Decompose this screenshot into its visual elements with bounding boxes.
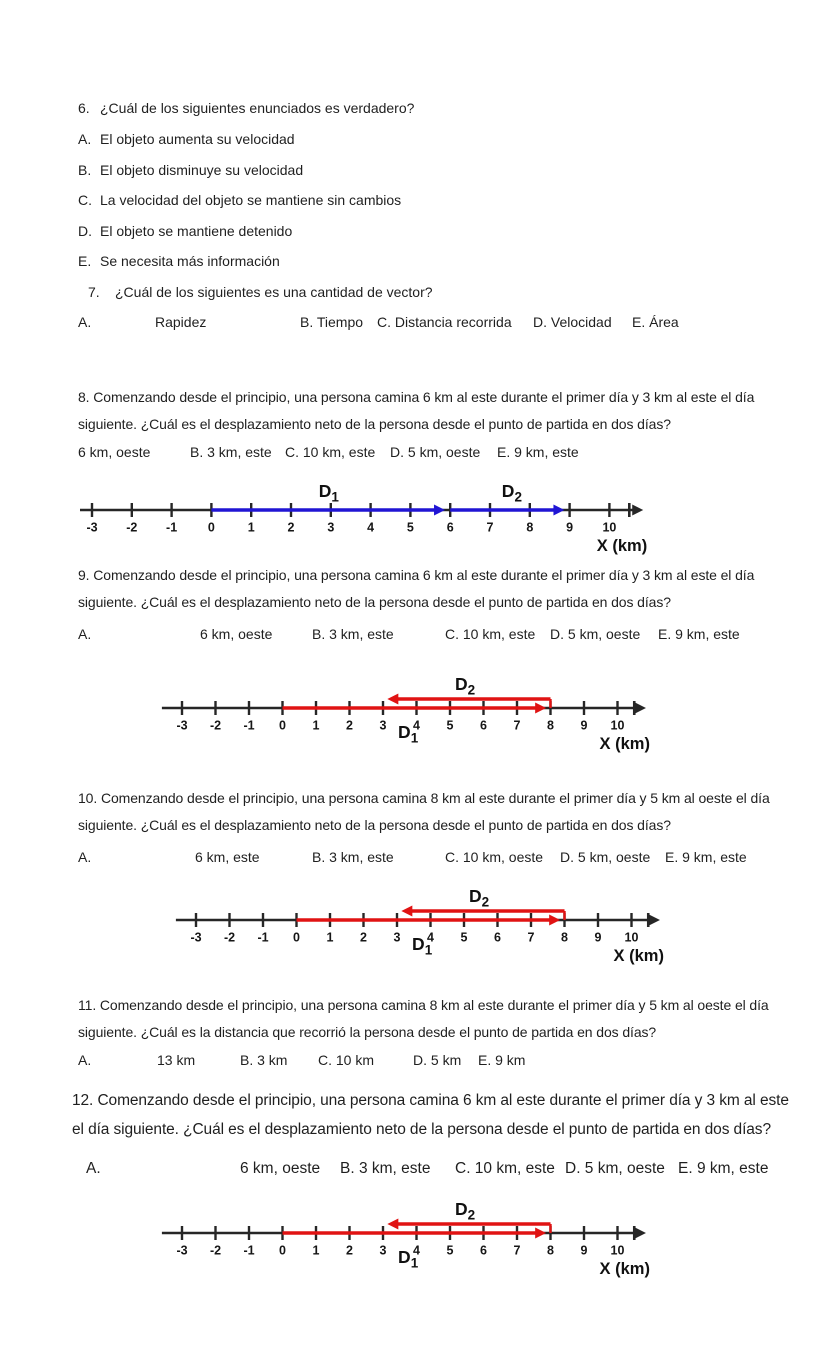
option-b-text: El objeto disminuye su velocidad <box>100 162 304 178</box>
svg-text:-3: -3 <box>86 520 98 535</box>
svg-text:8: 8 <box>547 718 554 733</box>
svg-text:2: 2 <box>287 520 295 535</box>
question-7-number: 7. <box>88 284 100 300</box>
option-a-label: A. <box>78 626 92 642</box>
option-b: B. 3 km, este <box>190 444 272 460</box>
svg-text:2: 2 <box>360 930 367 945</box>
svg-text:7: 7 <box>486 520 494 535</box>
svg-text:3: 3 <box>393 930 401 945</box>
svg-text:2: 2 <box>346 1243 353 1258</box>
option-e-text: Se necesita más información <box>100 253 280 269</box>
option-a-text: 6 km, oeste <box>200 626 273 642</box>
svg-text:5: 5 <box>406 520 414 535</box>
option-e-label: E. <box>78 253 92 269</box>
svg-text:7: 7 <box>513 718 521 733</box>
question-10-options <box>0 849 828 869</box>
svg-text:-3: -3 <box>176 1243 188 1258</box>
question-10-line1: 10. Comenzando desde el principio, una persona camina 8 km al este durante el primer día y 5 km al oeste el día <box>78 790 770 806</box>
svg-text:9: 9 <box>580 718 588 733</box>
svg-text:0: 0 <box>207 520 215 535</box>
svg-text:9: 9 <box>594 930 602 945</box>
svg-text:0: 0 <box>293 930 300 945</box>
question-6-title <box>78 100 414 116</box>
option-d-text: El objeto se mantiene detenido <box>100 223 293 239</box>
svg-text:8: 8 <box>547 1243 554 1258</box>
question-9-line2: siguiente. ¿Cuál es el desplazamiento neto de la persona desde el punto de partida en dos días? <box>78 594 671 610</box>
option-a-text: 13 km <box>157 1052 196 1068</box>
question-11-options <box>0 1052 828 1072</box>
question-10-line2: siguiente. ¿Cuál es el desplazamiento neto de la persona desde el punto de partida en dos días? <box>78 817 671 833</box>
svg-text:-1: -1 <box>166 520 178 535</box>
question-6-option-c <box>78 192 401 208</box>
svg-text:4: 4 <box>413 1243 420 1258</box>
svg-text:6: 6 <box>446 520 454 535</box>
svg-text:5: 5 <box>446 718 454 733</box>
option-a-label: A. <box>78 849 92 865</box>
svg-text:D1: $D_1$ <box>398 722 419 746</box>
svg-text:X (km): X (km) <box>599 1260 650 1278</box>
question-6-option-e <box>78 253 280 269</box>
option-a-label: A. <box>78 1052 92 1068</box>
number-line-diagram-4 <box>158 1201 658 1293</box>
option-b: B. 3 km <box>240 1052 288 1068</box>
option-d: D. 5 km, oeste <box>550 626 641 642</box>
option-d: D. 5 km, oeste <box>560 849 651 865</box>
svg-text:9: 9 <box>566 520 574 535</box>
option-a: 6 km, oeste <box>78 444 151 460</box>
question-6-option-a <box>78 131 295 147</box>
question-11-line2: siguiente. ¿Cuál es la distancia que recorrió la persona desde el punto de partida en dos días? <box>78 1024 657 1040</box>
question-12-line1: 12. Comenzando desde el principio, una persona camina 6 km al este durante el primer día y 3 km al este <box>72 1092 789 1109</box>
svg-text:-2: -2 <box>223 930 236 945</box>
option-d: D. Velocidad <box>533 314 612 330</box>
option-e: E. 9 km <box>478 1052 526 1068</box>
svg-text:7: 7 <box>527 930 535 945</box>
svg-text:3: 3 <box>379 718 387 733</box>
option-a-text: 6 km, este <box>195 849 260 865</box>
option-d: D. 5 km <box>413 1052 462 1068</box>
option-b: B. 3 km, este <box>312 626 394 642</box>
option-e: E. 9 km, este <box>665 849 747 865</box>
svg-text:8: 8 <box>526 520 534 535</box>
question-8-options <box>0 444 828 464</box>
number-line-diagram-1 <box>80 473 655 561</box>
svg-text:3: 3 <box>379 1243 387 1258</box>
svg-text:0: 0 <box>279 718 286 733</box>
question-9-options <box>0 626 828 646</box>
option-c-text: La velocidad del objeto se mantiene sin cambios <box>100 192 402 208</box>
option-d-label: D. <box>78 223 92 239</box>
question-6-option-b <box>78 162 303 178</box>
svg-text:-2: -2 <box>126 520 138 535</box>
option-b: B. 3 km, este <box>340 1160 431 1177</box>
svg-text:1: 1 <box>247 520 255 535</box>
option-a-text: Rapidez <box>155 314 207 330</box>
svg-text:D2: $D_2$ <box>501 481 522 505</box>
option-d: D. 5 km, oeste <box>390 444 481 460</box>
svg-text:10: 10 <box>610 718 625 733</box>
svg-text:-2: -2 <box>209 718 222 733</box>
svg-text:-1: -1 <box>243 718 255 733</box>
option-c: C. 10 km, este <box>445 626 536 642</box>
svg-text:10: 10 <box>610 1243 625 1258</box>
question-7-text: ¿Cuál de los siguientes es una cantidad de vector? <box>115 284 433 300</box>
svg-text:2: 2 <box>346 718 353 733</box>
svg-text:D1: $D_1$ <box>398 1247 419 1271</box>
question-7-options <box>0 314 828 334</box>
svg-text:0: 0 <box>279 1243 286 1258</box>
svg-text:-2: -2 <box>209 1243 222 1258</box>
svg-text:D2: $D_2$ <box>454 676 476 698</box>
option-a-text: El objeto aumenta su velocidad <box>100 131 295 147</box>
svg-text:1: 1 <box>312 1243 320 1258</box>
svg-text:6: 6 <box>494 930 501 945</box>
svg-text:5: 5 <box>446 1243 454 1258</box>
option-b: B. 3 km, este <box>312 849 394 865</box>
option-c: C. 10 km, este <box>455 1160 555 1177</box>
option-e: E. Área <box>632 314 679 330</box>
svg-text:4: 4 <box>367 520 375 535</box>
option-b: B. Tiempo <box>300 314 364 330</box>
svg-text:1: 1 <box>312 718 320 733</box>
question-8-line1: 8. Comenzando desde el principio, una persona camina 6 km al este durante el primer día y 3 km al este el día <box>78 389 755 405</box>
question-12-options <box>0 1160 828 1180</box>
number-line-diagram-3 <box>172 888 672 980</box>
option-d: D. 5 km, oeste <box>565 1160 665 1177</box>
svg-text:8: 8 <box>561 930 568 945</box>
svg-text:-1: -1 <box>257 930 269 945</box>
svg-text:D2: $D_2$ <box>454 1201 476 1223</box>
svg-text:4: 4 <box>427 930 434 945</box>
question-6-text: ¿Cuál de los siguientes enunciados es verdadero? <box>100 100 415 116</box>
svg-text:D2: $D_2$ <box>468 888 490 910</box>
svg-text:X (km): X (km) <box>599 735 650 753</box>
question-9-line1: 9. Comenzando desde el principio, una persona camina 6 km al este durante el primer día y 3 km al este el día <box>78 567 755 583</box>
svg-text:7: 7 <box>513 1243 521 1258</box>
svg-text:4: 4 <box>413 718 420 733</box>
option-a-label: A. <box>78 314 92 330</box>
svg-text:X (km): X (km) <box>613 947 664 965</box>
svg-text:6: 6 <box>480 1243 487 1258</box>
option-c: C. Distancia recorrida <box>377 314 512 330</box>
svg-text:D1: $D_1$ <box>318 481 339 505</box>
option-b-label: B. <box>78 162 92 178</box>
option-e: E. 9 km, este <box>497 444 579 460</box>
option-e: E. 9 km, este <box>678 1160 769 1177</box>
question-7-title <box>88 284 433 300</box>
option-c: C. 10 km <box>318 1052 375 1068</box>
svg-text:1: 1 <box>326 930 334 945</box>
svg-text:-3: -3 <box>176 718 188 733</box>
option-e: E. 9 km, este <box>658 626 740 642</box>
svg-text:9: 9 <box>580 1243 588 1258</box>
svg-text:3: 3 <box>327 520 335 535</box>
question-8-line2: siguiente. ¿Cuál es el desplazamiento neto de la persona desde el punto de partida en dos días? <box>78 416 671 432</box>
option-c: C. 10 km, este <box>285 444 376 460</box>
svg-text:-3: -3 <box>190 930 202 945</box>
svg-text:10: 10 <box>624 930 639 945</box>
question-11-line1: 11. Comenzando desde el principio, una persona camina 8 km al este durante el primer día y 5 km al oeste el día <box>78 997 769 1013</box>
question-12-line2: el día siguiente. ¿Cuál es el desplazamiento neto de la persona desde el punto de partida en dos días? <box>72 1121 771 1138</box>
option-a-text: 6 km, oeste <box>240 1160 321 1177</box>
option-c: C. 10 km, oeste <box>445 849 544 865</box>
option-a-label: A. <box>86 1160 101 1177</box>
question-6-option-d <box>78 223 292 239</box>
svg-text:6: 6 <box>480 718 487 733</box>
svg-text:5: 5 <box>460 930 468 945</box>
svg-text:-1: -1 <box>243 1243 255 1258</box>
option-a-label: A. <box>78 131 92 147</box>
svg-text:X (km): X (km) <box>596 537 648 555</box>
question-6-number: 6. <box>78 100 90 116</box>
svg-text:D1: $D_1$ <box>412 934 433 958</box>
svg-text:10: 10 <box>602 520 617 535</box>
number-line-diagram-2 <box>158 676 658 768</box>
option-c-label: C. <box>78 192 92 208</box>
